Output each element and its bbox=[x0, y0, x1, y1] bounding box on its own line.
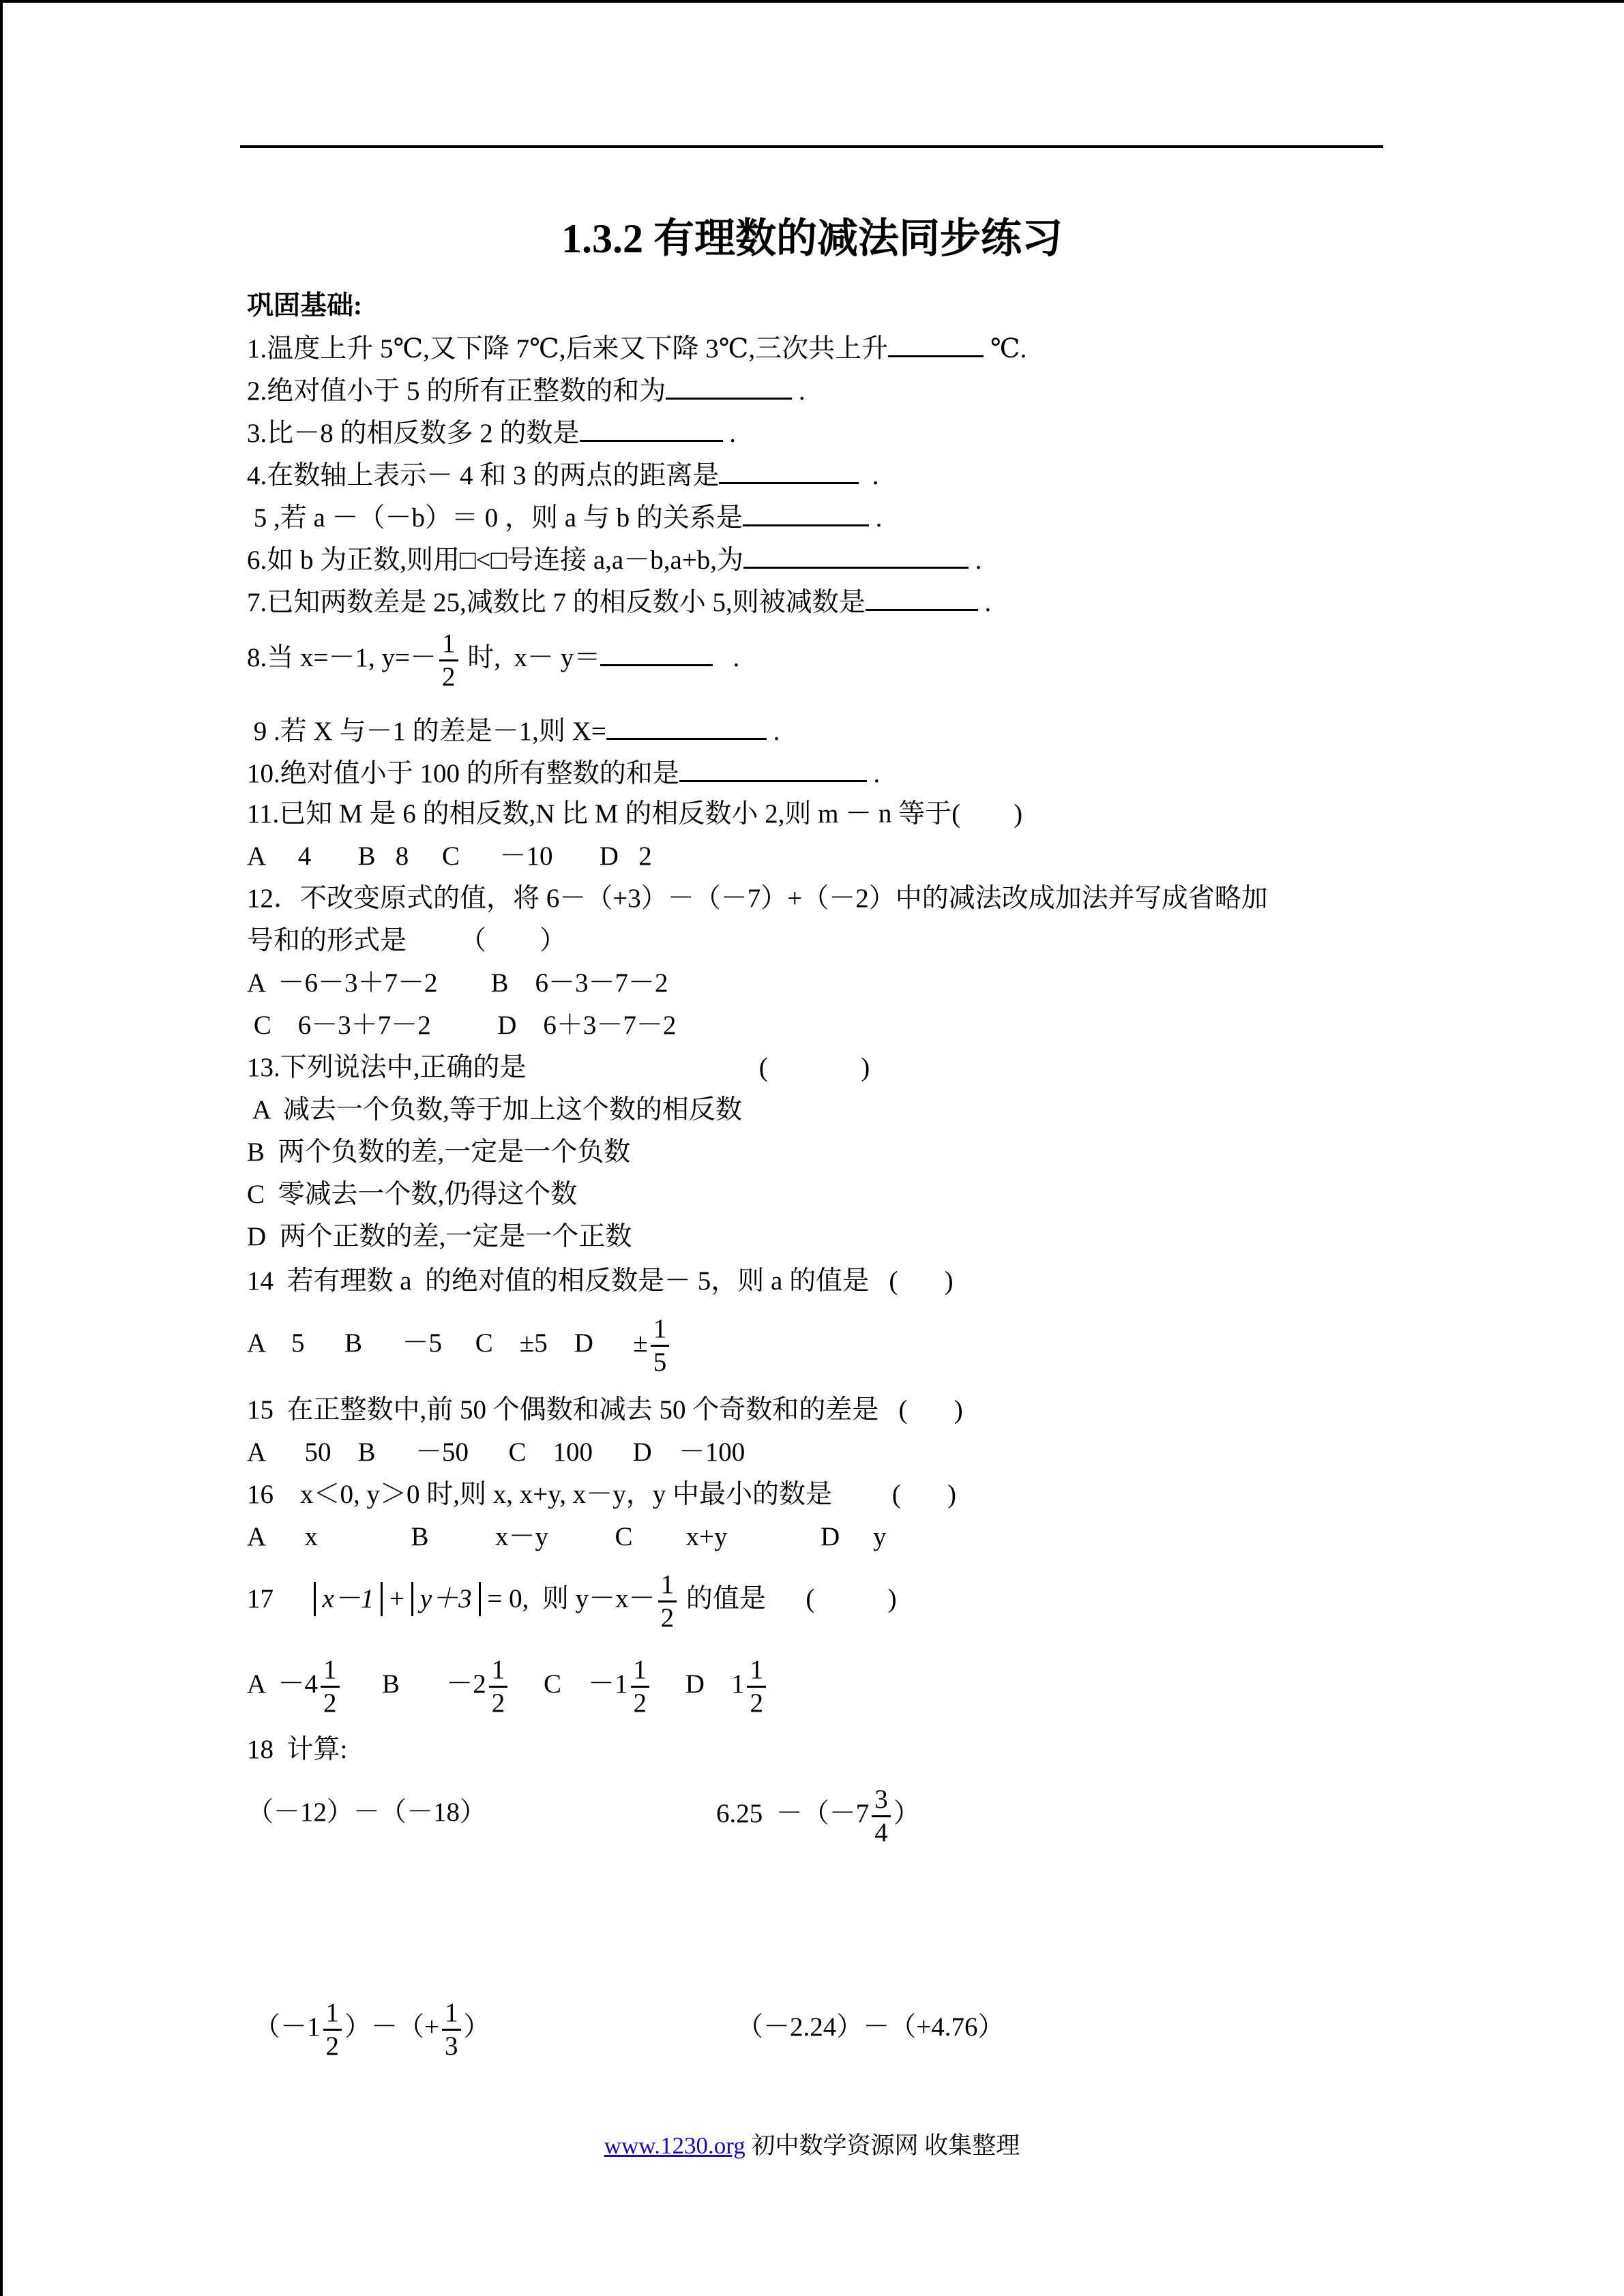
question-4: 4.在数轴上表示－ 4 和 3 的两点的距离是 . bbox=[247, 455, 879, 495]
question-15-options: A 50 B －50 C 100 D －100 bbox=[247, 1437, 745, 1467]
question-14-options: A 5 B －5 C ±5 D ± $\frac{1}{5}$ bbox=[247, 1309, 672, 1378]
absolute-value: y＋3 bbox=[411, 1582, 481, 1616]
question-12-line1: 12．不改变原式的值，将 6－（+3）－（－7）+（－2）中的减法改成加法并写成省略加 bbox=[247, 884, 1268, 913]
absolute-value: x－1 bbox=[314, 1582, 383, 1616]
fraction: $\frac{1}{2}$ bbox=[323, 1997, 342, 2062]
question-15: 15 在正整数中,前 50 个偶数和减去 50 个奇数和的差是 ( ) bbox=[247, 1395, 963, 1425]
question-14: 14 若有理数 a 的绝对值的相反数是－ 5，则 a 的值是 ( ) bbox=[247, 1266, 954, 1296]
footer bbox=[0, 2129, 1624, 2163]
fraction: $\frac{1}{5}$ bbox=[651, 1313, 670, 1378]
answer-blank[interactable] bbox=[606, 711, 767, 740]
question-10: 10.绝对值小于 100 的所有整数的和是 . bbox=[247, 753, 880, 793]
fraction: $\frac{1}{2}$ bbox=[658, 1569, 677, 1634]
question-6: 6.如 b 为正数,则用□<□号连接 a,a－b,a+b,为 . bbox=[247, 539, 982, 580]
answer-blank[interactable] bbox=[888, 328, 984, 357]
question-16-options: A x B x－y C x+y D y bbox=[247, 1522, 887, 1551]
answer-blank[interactable] bbox=[719, 455, 859, 484]
question-17-options: A －4 $\frac{1}{2}$ B －2 $\frac{1}{2}$ C －1 $\frac{1}{2}$ D 1 $\frac{1}{2}$ bbox=[247, 1650, 769, 1719]
question-17: 17 x－1 + y＋3 = 0, 则 y－x－ $\frac{1}{2}$ 的值是 ( ) bbox=[247, 1569, 897, 1632]
question-7: 7.已知两数差是 25,减数比 7 的相反数小 5,则被减数是 . bbox=[247, 582, 991, 622]
question-18: 18 计算: bbox=[247, 1735, 348, 1764]
calc-expression-3: （－1 $\frac{1}{2}$ ）－（+ $\frac{1}{3}$ ） bbox=[254, 1997, 490, 2061]
section-heading: 巩固基础: bbox=[247, 291, 362, 320]
question-13: 13.下列说法中,正确的是 ( ) bbox=[247, 1053, 870, 1082]
answer-blank[interactable] bbox=[866, 582, 978, 611]
answer-blank[interactable] bbox=[600, 637, 713, 666]
fraction: $\frac{1}{2}$ bbox=[747, 1654, 766, 1719]
answer-blank[interactable] bbox=[666, 370, 792, 400]
question-8: 8.当 x=－1, y=－ $\frac{1}{2}$ 时, x－ y＝ . bbox=[247, 628, 740, 691]
fraction: $\frac{1}{3}$ bbox=[442, 1997, 461, 2062]
question-1: 1.温度上升 5℃,又下降 7℃,后来又下降 3℃,三次共上升 ℃. bbox=[247, 328, 1027, 368]
question-9: 9 .若 X 与－1 的差是－1,则 X= . bbox=[247, 711, 780, 751]
fraction: $\frac{1}{2}$ bbox=[631, 1654, 650, 1719]
answer-blank[interactable] bbox=[743, 497, 869, 526]
question-2: 2.绝对值小于 5 的所有正整数的和为 . bbox=[247, 370, 806, 411]
question-12-line2: 号和的形式是 （ ） bbox=[247, 926, 567, 955]
question-13-option-c: C 零减去一个数,仍得这个数 bbox=[247, 1180, 578, 1209]
fraction: $\frac{1}{2}$ bbox=[439, 628, 458, 693]
answer-blank[interactable] bbox=[679, 753, 867, 782]
page-title: 1.3.2 有理数的减法同步练习 bbox=[561, 216, 1063, 261]
question-13-option-a: A 减去一个负数,等于加上这个数的相反数 bbox=[247, 1095, 742, 1124]
question-3: 3.比－8 的相反数多 2 的数是 . bbox=[247, 413, 736, 453]
question-13-option-d: D 两个正数的差,一定是一个正数 bbox=[247, 1222, 632, 1251]
answer-blank[interactable] bbox=[580, 413, 723, 442]
question-12-options-2: C 6－3＋7－2 D 6＋3－7－2 bbox=[247, 1011, 677, 1040]
calc-expression-2: 6.25 －（－7 $\frac{3}{4}$ ） bbox=[716, 1784, 920, 1847]
fraction: $\frac{1}{2}$ bbox=[321, 1654, 340, 1719]
question-16: 16 x＜0, y＞0 时,则 x, x+y, x－y，y 中最小的数是 ( ) bbox=[247, 1480, 956, 1509]
page-frame-top bbox=[0, 0, 1624, 3]
question-11-options: A 4 B 8 C －10 D 2 bbox=[247, 841, 652, 871]
calc-expression-4: （－2.24）－（+4.76） bbox=[737, 2012, 1005, 2042]
fraction: $\frac{3}{4}$ bbox=[872, 1784, 891, 1849]
answer-blank[interactable] bbox=[743, 539, 969, 569]
footer-text: 初中数学资源网 收集整理 bbox=[745, 2132, 1020, 2159]
question-12-options-1: A －6－3＋7－2 B 6－3－7－2 bbox=[247, 968, 668, 998]
question-5: 5 ,若 a －（－b）＝ 0 ，则 a 与 b 的关系是 . bbox=[247, 497, 882, 537]
fraction: $\frac{1}{2}$ bbox=[489, 1654, 508, 1719]
question-11: 11.已知 M 是 6 的相反数,N 比 M 的相反数小 2,则 m － n 等于( ) bbox=[247, 799, 1023, 829]
question-13-option-b: B 两个负数的差,一定是一个负数 bbox=[247, 1137, 631, 1167]
footer-link[interactable]: www.1230.org bbox=[604, 2132, 745, 2159]
header-rule bbox=[240, 145, 1383, 148]
page-frame-left bbox=[0, 0, 3, 2296]
calc-expression-1: （－12）－（－18） bbox=[247, 1798, 487, 1827]
